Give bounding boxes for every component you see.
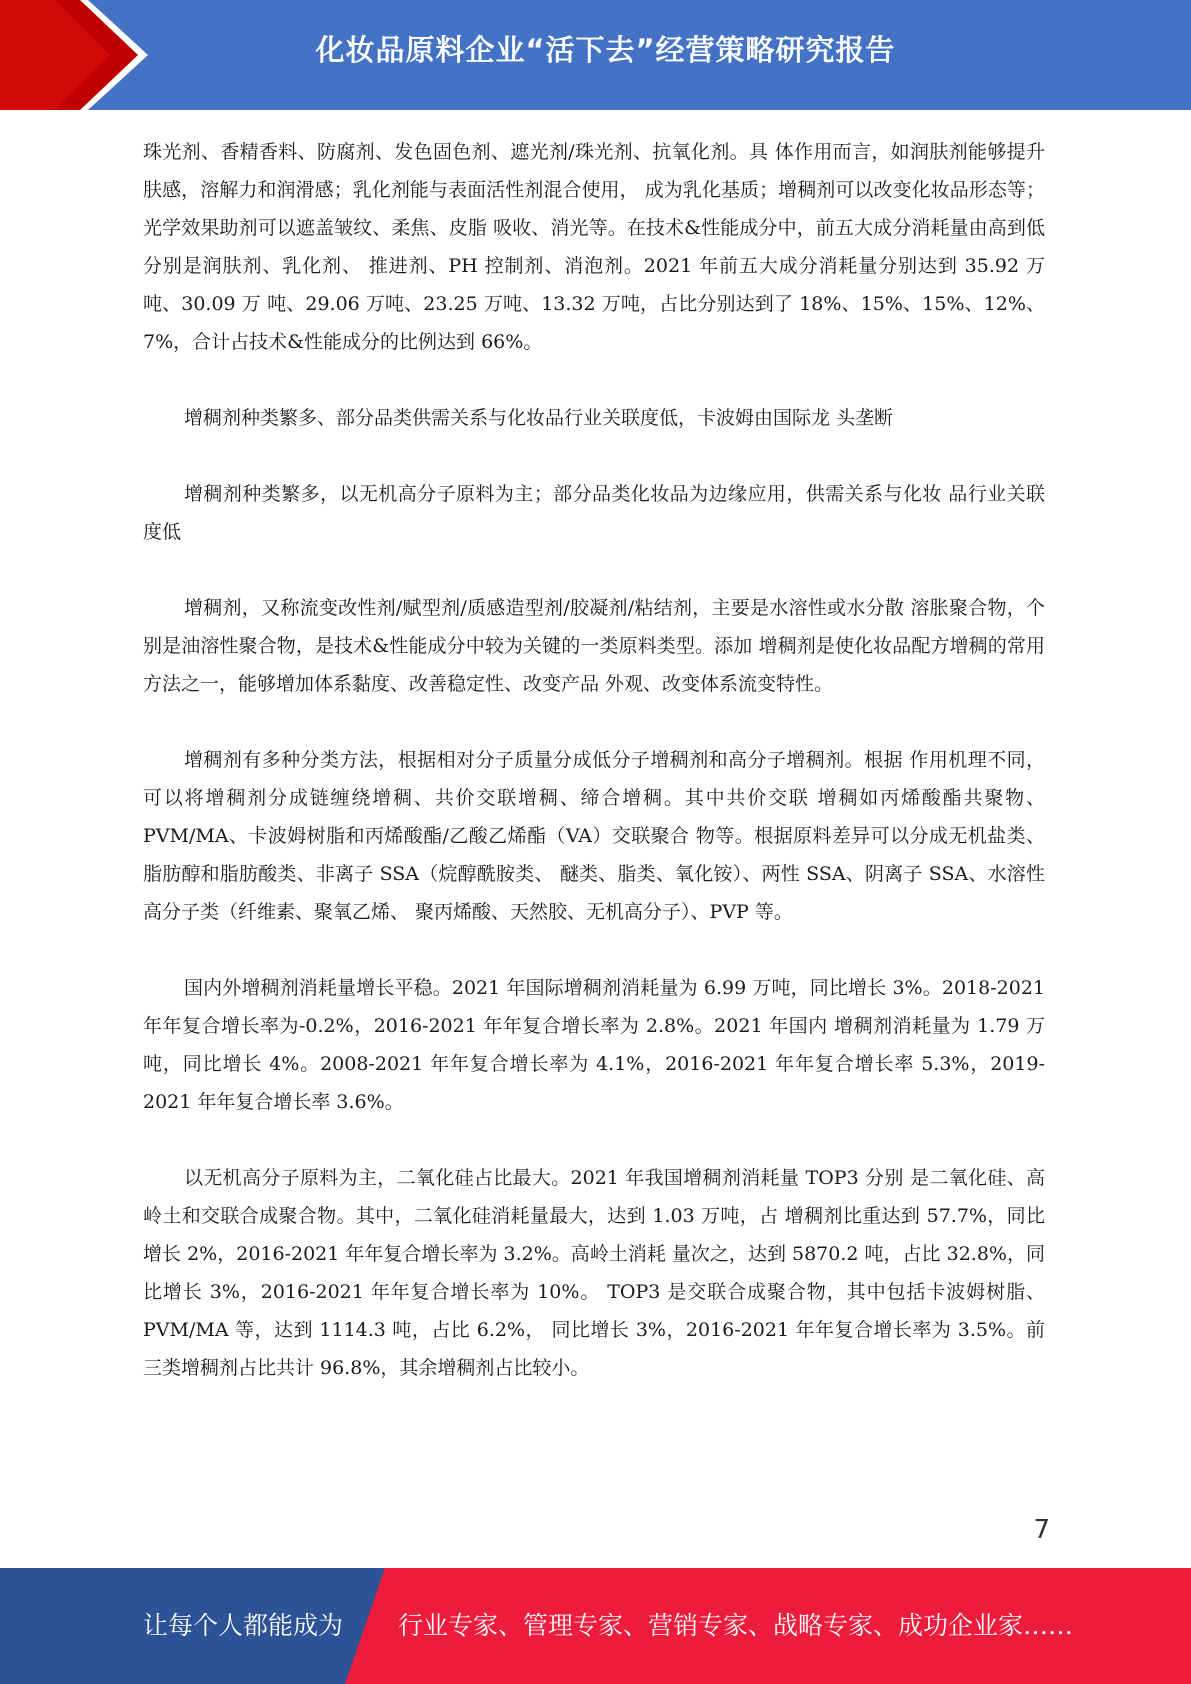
paragraph-1: 珠光剂、香精香料、防腐剂、发色固色剂、遮光剂/珠光剂、抗氧化剂。具 体作用而言，如润肤剂能够提升肤感，溶解力和润滑感；乳化剂能与表面活性剂混合使用， 成为乳化基质；增稠剂可以改变化妆品形态等；光学效果助剂可以遮盖皱纹、柔焦、皮脂 吸收、消光等。在技术&性能成分中，前五大成分消耗量由高到低分别是润肤剂、乳化剂、 推进剂、PH 控制剂、消泡剂。2021 年前五大成分消耗量分别达到 35.92 万吨、30.09 万 吨、29.06 万吨、23.25 万吨、13.32 万吨，占比分别达到了 18%、15%、15%、12%、 7%，合计占技术&性能成分的比例达到 66%。 bbox=[143, 141, 1045, 353]
body-content bbox=[143, 133, 1045, 1425]
paragraph-thickener-classification: 增稠剂有多种分类方法，根据相对分子质量分成低分子增稠剂和高分子增稠剂。根据 作用机理不同，可以将增稠剂分成链缠绕增稠、共价交联增稠、缔合增稠。其中共价交联 增稠如丙烯酸酯共聚物、PVM/MA、卡波姆树脂和丙烯酸酯/乙酸乙烯酯（VA）交联聚合 物等。根据原料差异可以分成无机盐类、脂肪醇和脂肪酸类、非离子 SSA（烷醇酰胺类、 醚类、脂类、氧化铵）、两性 SSA、阴离子 SSA、水溶性高分子类（纤维素、聚氧乙烯、 聚丙烯酸、天然胶、无机高分子）、PVP 等。 bbox=[143, 749, 1045, 923]
report-title: 化妆品原料企业“活下去”经营策略研究报告 bbox=[315, 33, 896, 67]
page-number: 7 bbox=[1033, 1515, 1050, 1545]
page-footer bbox=[0, 1568, 1191, 1684]
paragraph-consumption-growth: 国内外增稠剂消耗量增长平稳。2021 年国际增稠剂消耗量为 6.99 万吨，同比增长 3%。2018-2021 年年复合增长率为-0.2%，2016-2021 年年复合增长率为 2.8%。2021 年国内 增稠剂消耗量为 1.79 万吨，同比增长 4%。2008-2021 年年复合增长率为 4.1%，2016-2021 年年复合增长率 5.3%，2019-2021 年年复合增长率 3.6%。 bbox=[143, 977, 1045, 1113]
paragraph-top3-thickeners: 以无机高分子原料为主，二氧化硅占比最大。2021 年我国增稠剂消耗量 TOP3 分别 是二氧化硅、高岭土和交联合成聚合物。其中，二氧化硅消耗量最大，达到 1.03 万吨，占 增稠剂比重达到 57.7%，同比增长 2%，2016-2021 年年复合增长率为 3.2%。高岭土消耗 量次之，达到 5870.2 吨，占比 32.8%，同比增长 3%，2016-2021 年年复合增长率为 10%。 TOP3 是交联合成聚合物，其中包括卡波姆树脂、PVM/MA 等，达到 1114.3 吨，占比 6.2%， 同比增长 3%，2016-2021 年年复合增长率为 3.5%。前三类增稠剂占比共计 96.8%，其余增稠剂占比较小。 bbox=[143, 1167, 1045, 1379]
section-heading: 增稠剂种类繁多、部分品类供需关系与化妆品行业关联度低，卡波姆由国际龙 头垄断 bbox=[184, 407, 894, 429]
footer-slogan-right: 行业专家、管理专家、营销专家、战略专家、成功企业家…… bbox=[398, 1611, 1074, 1640]
page-header bbox=[0, 0, 1191, 110]
sub-heading: 增稠剂种类繁多，以无机高分子原料为主；部分品类化妆品为边缘应用，供需关系与化妆 品行业关联度低 bbox=[143, 483, 1045, 543]
footer-slogan-left: 让每个人都能成为 bbox=[143, 1611, 344, 1640]
paragraph-thickener-definition: 增稠剂，又称流变改性剂/赋型剂/质感造型剂/胶凝剂/粘结剂，主要是水溶性或水分散 溶胀聚合物，个别是油溶性聚合物，是技术&性能成分中较为关键的一类原料类型。添加 增稠剂是使化妆品配方增稠的常用方法之一，能够增加体系黏度、改善稳定性、改变产品 外观、改变体系流变特性。 bbox=[143, 597, 1045, 695]
